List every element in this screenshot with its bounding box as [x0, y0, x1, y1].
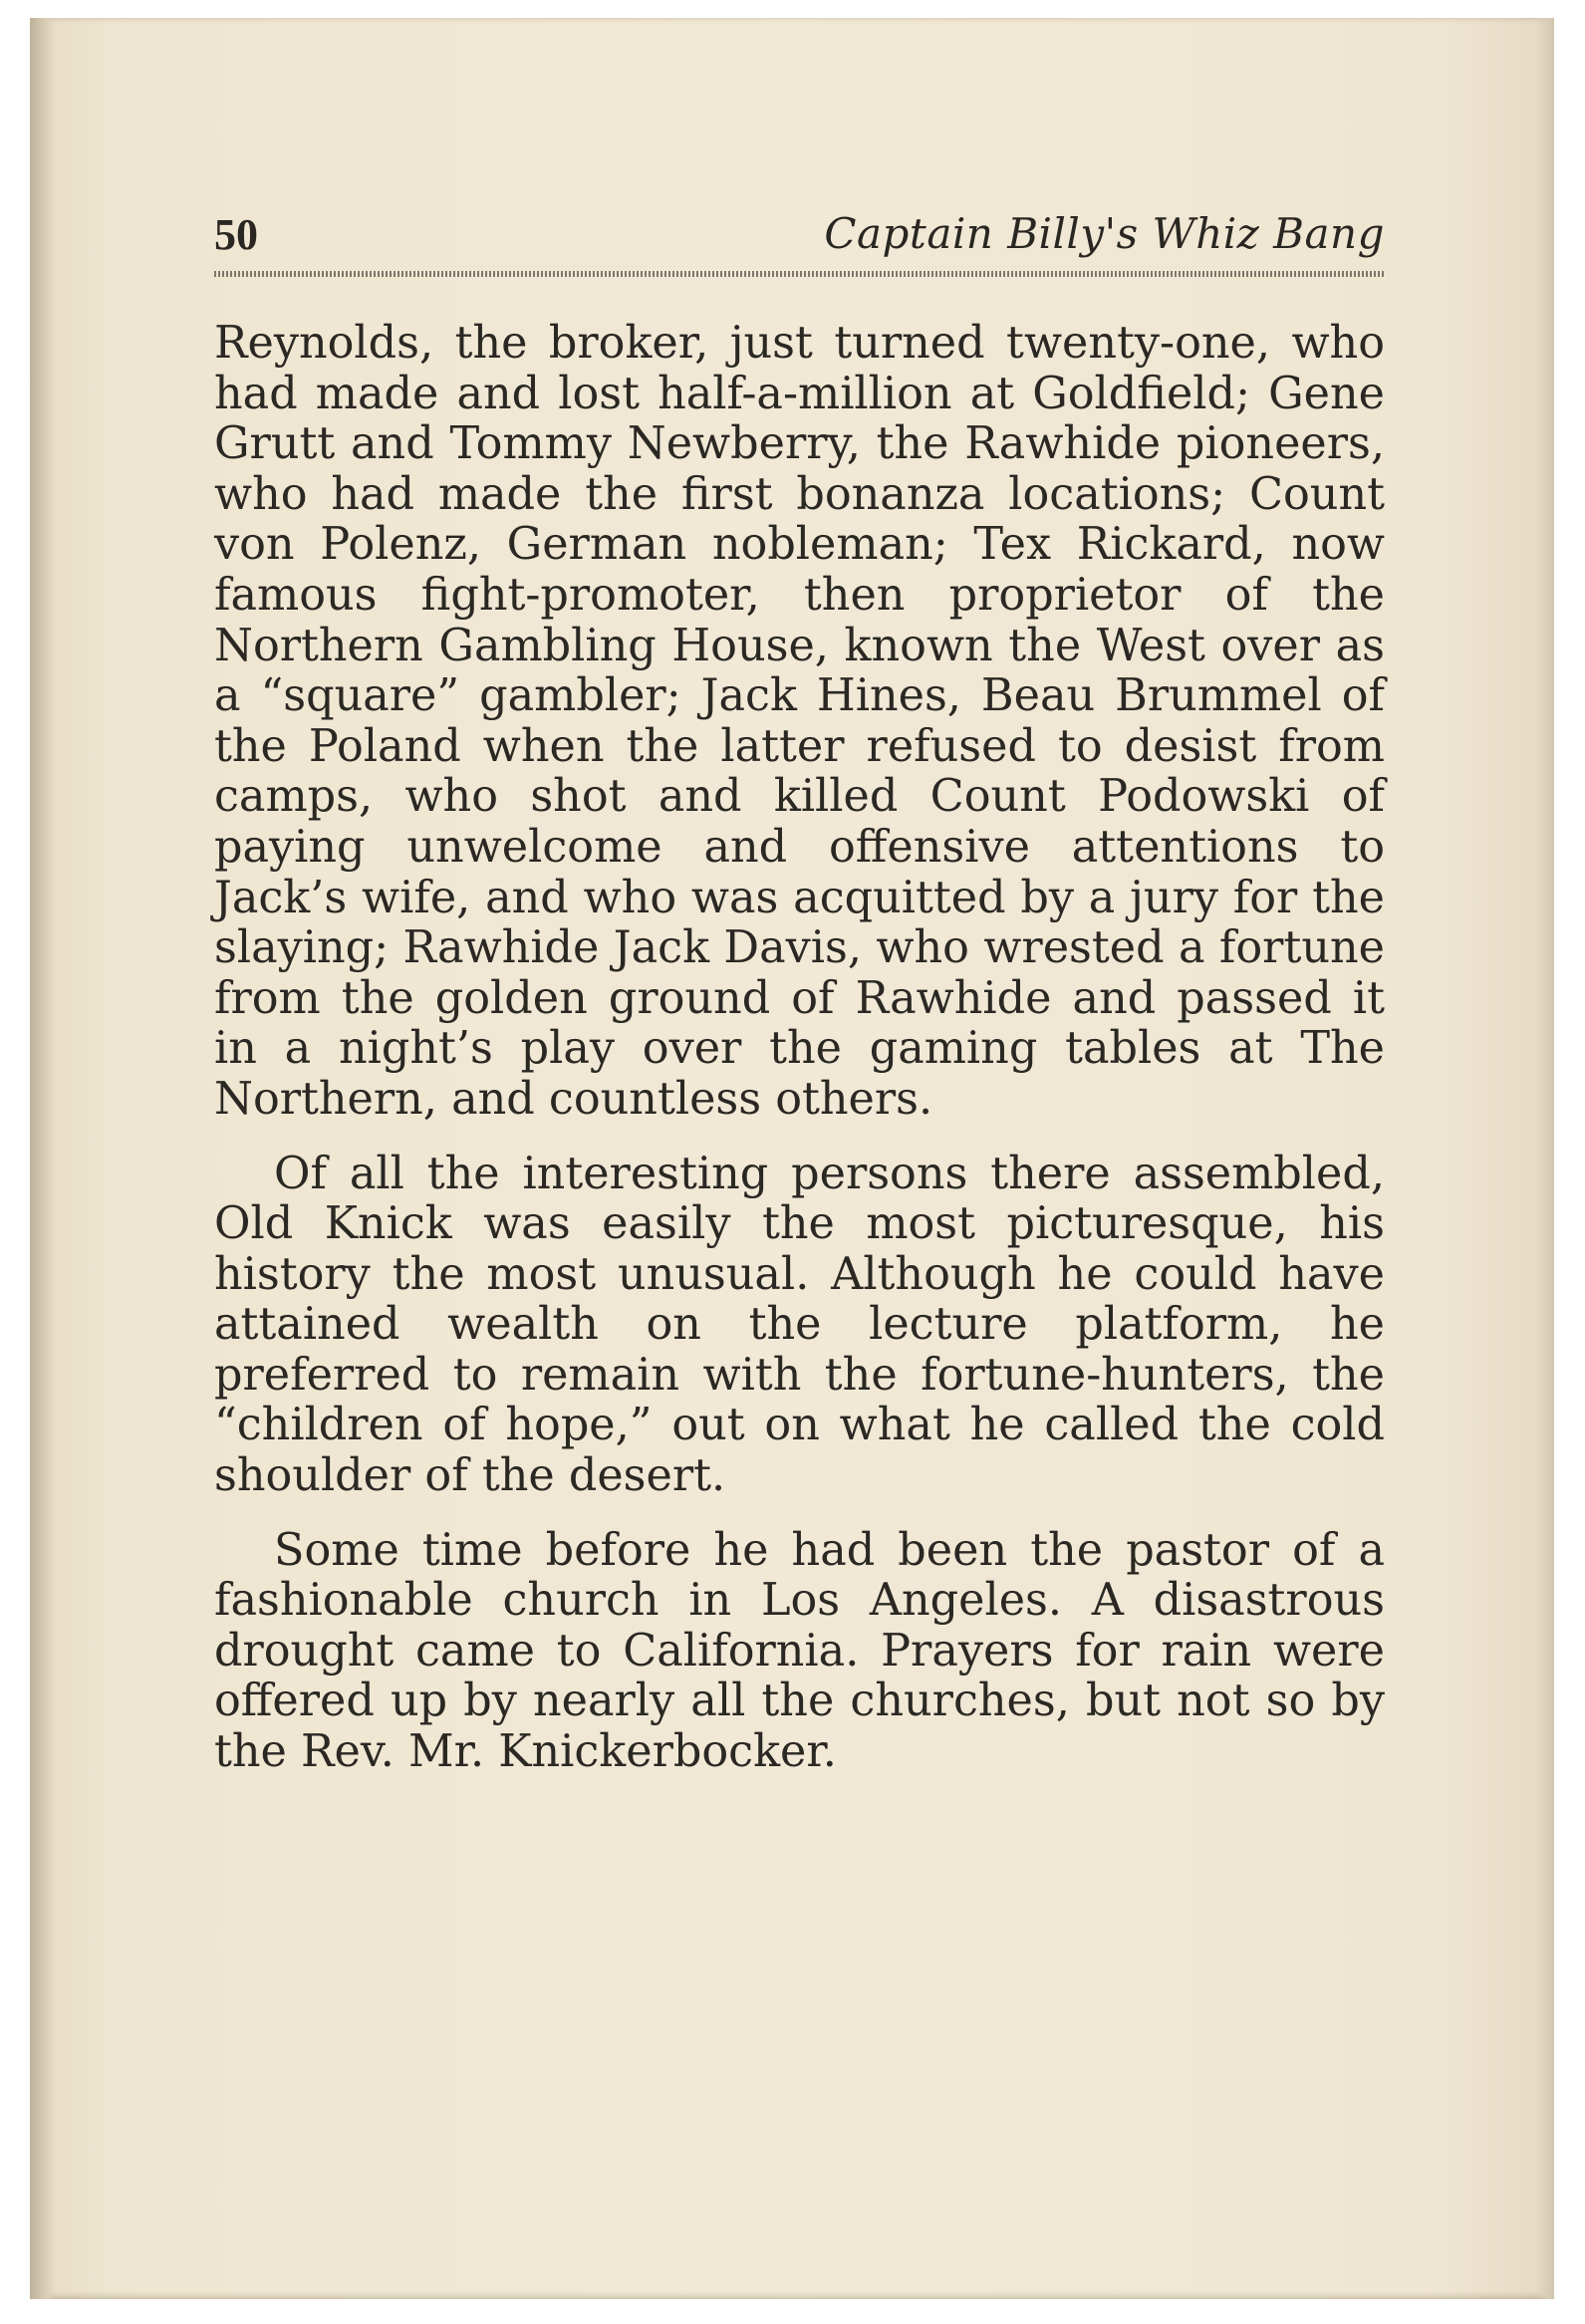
running-title: Captain Billy's Whiz Bang: [824, 209, 1385, 258]
page-number: 50: [214, 210, 258, 259]
page-right-edge: [1536, 18, 1554, 2299]
header-rule: [214, 271, 1385, 277]
page-spine-shadow: [30, 18, 56, 2299]
running-header: [214, 209, 1385, 265]
paragraph-3: Some time before he had been the pastor of a fashionable church in Los Angeles. A disastrous drought came to California. Prayers for rain were offered up by nearly all the churches, but not so by the Rev. Mr. Knickerbocker.: [214, 1524, 1385, 1778]
paragraph-1: Reynolds, the broker, just turned twenty-one, who had made and lost half-a-million at Goldfield; Gene Grutt and Tommy Newberry, the Rawhide pioneers, who had made the first bonanza locations; Count von Polenz, German nobleman; Tex Rickard, now famous fight-promoter, then proprietor of the Northern Gambling House, known the West over as a “square” gambler; Jack Hines, Beau Brummel of the Poland when the latter refused to desist from camps, who shot and killed Count Podowski of paying unwelcome and offensive attentions to Jack’s wife, and who was acquitted by a jury for the slaying; Rawhide Jack Davis, who wrested a fortune from the golden ground of Rawhide and passed it in a night’s play over the gaming tables at The Northern, and countless others.: [214, 318, 1385, 1125]
body-text: [214, 319, 1385, 1778]
paragraph-2: Of all the interesting persons there assembled, Old Knick was easily the most picturesque, his history the most unusual. Although he could have attained wealth on the lecture platform, he preferred to remain with the fortune-hunters, the “children of hope,” out on what he called the cold shoulder of the desert.: [214, 1148, 1385, 1502]
